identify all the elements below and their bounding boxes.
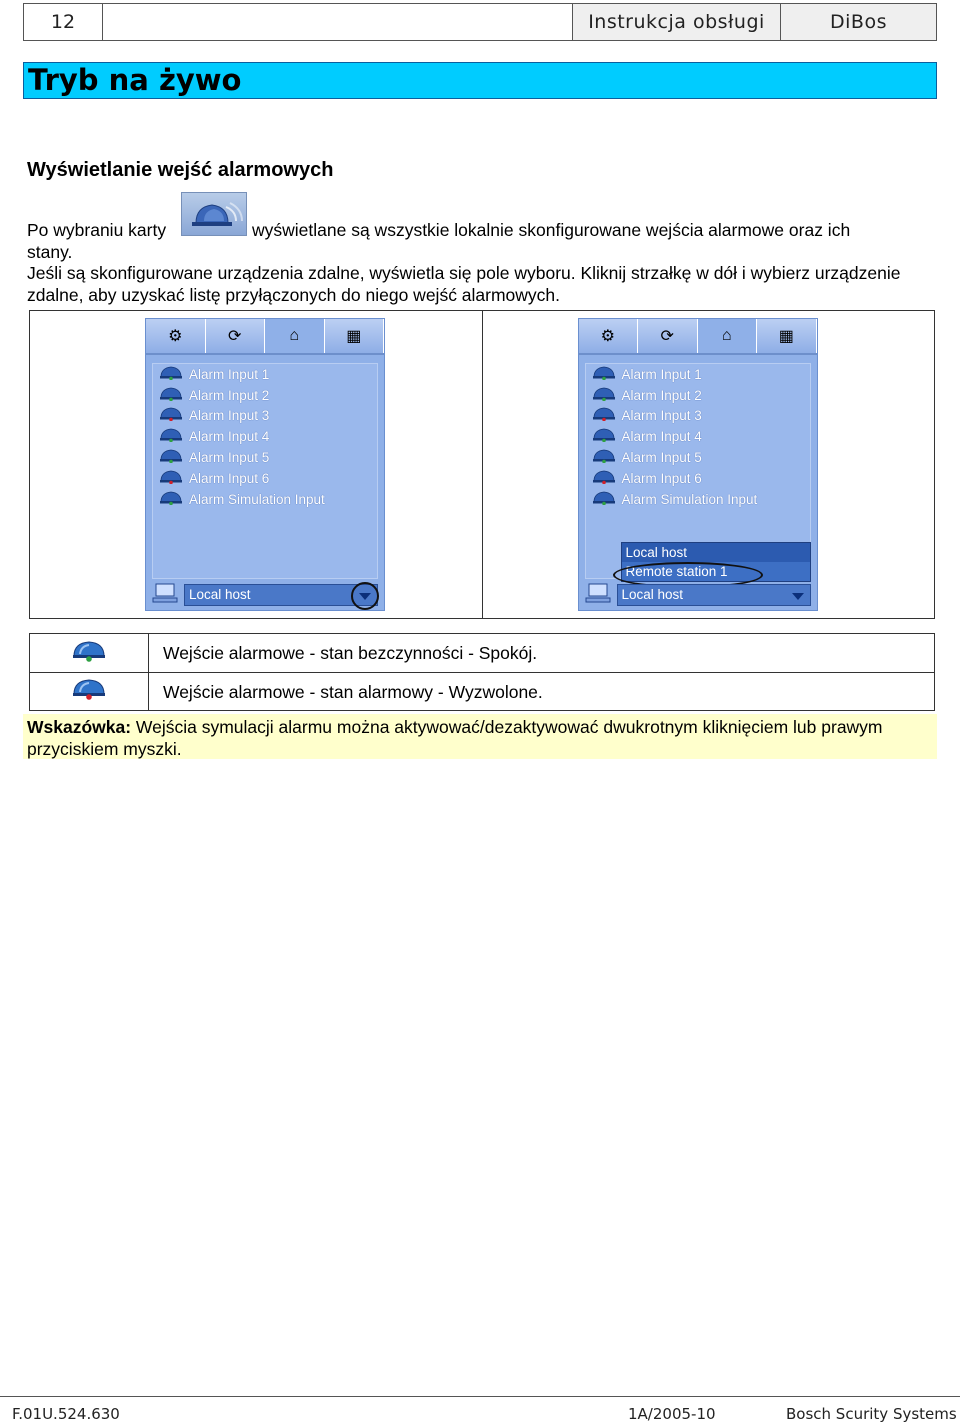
panel-tabs — [146, 319, 384, 355]
list-item-label: Alarm Input 5 — [189, 450, 270, 466]
paragraph-part1: Po wybraniu karty — [27, 220, 167, 240]
dropdown-arrow-icon[interactable] — [351, 582, 379, 610]
hint-box — [23, 714, 937, 759]
header-spacer — [103, 4, 573, 40]
legend-row-alarm — [30, 672, 934, 710]
computer-icon — [585, 583, 611, 608]
list-item-label: Alarm Input 3 — [189, 408, 270, 424]
screenshot-cell-right — [482, 311, 935, 618]
list-item[interactable] — [153, 468, 377, 489]
footer-code: F.01U.524.630 — [12, 1405, 120, 1423]
station-combo-value: Local host — [189, 587, 251, 602]
bell-icon — [159, 449, 183, 466]
station-selector — [152, 582, 378, 608]
screenshot-cell-left — [30, 311, 482, 618]
alarm-tab-icon — [181, 192, 247, 236]
panel-tabs — [579, 319, 817, 355]
list-item-label: Alarm Simulation Input — [621, 491, 758, 507]
list-item-label: Alarm Input 1 — [189, 366, 270, 382]
alarm-panel-right — [578, 318, 818, 611]
camera-icon: ⚙ — [600, 328, 615, 345]
page-number: 12 — [24, 4, 103, 40]
list-item-label: Alarm Input 2 — [621, 387, 702, 403]
list-item[interactable] — [586, 468, 810, 489]
list-item[interactable] — [586, 406, 810, 427]
bell-icon — [159, 366, 183, 383]
calendar-icon: ▦ — [346, 328, 362, 345]
list-item-label: Alarm Input 2 — [189, 387, 270, 403]
tab-alarm[interactable] — [698, 319, 758, 353]
bell-icon — [592, 407, 616, 424]
section-title: Tryb na żywo — [28, 63, 242, 97]
alarm-panel-left — [145, 318, 385, 611]
list-item-label: Alarm Input 6 — [621, 470, 702, 486]
product-name: DiBos — [781, 4, 936, 40]
list-item-label: Alarm Simulation Input — [189, 491, 325, 507]
playback-icon: ⟳ — [660, 328, 674, 345]
footer-divider — [0, 1396, 960, 1397]
paragraph-part4: Jeśli są skonfigurowane urządzenia zdalne, wyświetla się pole wyboru. Kliknij strzałkę w dół i wybierz urządzenie zdalne, aby uzyskać listę przyłączonych do niego wejść alarmowych. — [27, 263, 901, 305]
legend-row-idle — [30, 634, 934, 672]
tab-calendar[interactable] — [757, 319, 817, 353]
tab-calendar[interactable] — [325, 319, 385, 353]
camera-icon: ⚙ — [168, 328, 183, 345]
list-item[interactable] — [586, 364, 810, 385]
section-title-bar — [23, 62, 937, 99]
legend-table — [29, 633, 935, 711]
list-item[interactable] — [153, 447, 377, 468]
bell-icon — [159, 491, 183, 508]
legend-text-alarm: Wejście alarmowe - stan alarmowy - Wyzwolone. — [163, 682, 543, 702]
dropdown-arrow-icon[interactable] — [784, 582, 812, 610]
bell-icon — [592, 387, 616, 404]
hint-text: Wejścia symulacji alarmu można aktywować/dezaktywować dwukrotnym kliknięciem lub prawym przyciskiem myszki. — [27, 717, 883, 759]
legend-icon-cell — [30, 673, 149, 710]
bell-icon — [592, 366, 616, 383]
list-item-label: Alarm Input 5 — [621, 450, 702, 466]
list-item[interactable] — [153, 426, 377, 447]
bell-alarm-icon — [71, 678, 107, 705]
dropdown-option[interactable]: Remote station 1 — [625, 564, 728, 579]
tab-playback[interactable] — [638, 319, 698, 353]
document-name: Instrukcja obsługi — [573, 4, 781, 40]
station-selector — [585, 582, 811, 608]
bell-icon — [159, 470, 183, 487]
alarm-icon: ⌂ — [721, 327, 732, 344]
dropdown-option[interactable]: Local host — [622, 543, 810, 562]
list-item[interactable] — [586, 426, 810, 447]
list-item[interactable] — [153, 489, 377, 510]
footer-company: Bosch Scurity Systems — [786, 1405, 957, 1423]
station-combo[interactable] — [184, 584, 378, 606]
list-item-label: Alarm Input 6 — [189, 470, 270, 486]
alarm-icon: ⌂ — [289, 327, 300, 344]
list-item-label: Alarm Input 4 — [621, 429, 702, 445]
list-item[interactable] — [153, 385, 377, 406]
list-item[interactable] — [586, 489, 810, 510]
page-header — [23, 3, 937, 41]
subsection-title: Wyświetlanie wejść alarmowych — [27, 159, 334, 181]
list-item-label: Alarm Input 4 — [189, 429, 270, 445]
bell-icon — [592, 491, 616, 508]
station-combo-value: Local host — [621, 587, 684, 602]
bell-idle-icon — [71, 640, 107, 667]
bell-icon — [592, 470, 616, 487]
tab-alarm[interactable] — [265, 319, 325, 353]
footer-version: 1A/2005-10 — [628, 1405, 716, 1423]
tab-camera[interactable] — [146, 319, 206, 353]
tab-camera[interactable] — [579, 319, 639, 353]
list-item[interactable] — [153, 406, 377, 427]
bell-icon — [159, 428, 183, 445]
legend-icon-cell — [30, 634, 149, 672]
bell-icon — [159, 387, 183, 404]
computer-icon — [152, 583, 178, 608]
legend-text-idle: Wejście alarmowe - stan bezczynności - Spokój. — [163, 643, 538, 663]
paragraph-part2: wyświetlane są wszystkie lokalnie skonfigurowane wejścia alarmowe oraz ich — [252, 220, 851, 240]
calendar-icon: ▦ — [778, 328, 794, 345]
list-item[interactable] — [586, 447, 810, 468]
tab-playback[interactable] — [206, 319, 266, 353]
hint-label: Wskazówka: — [27, 717, 132, 737]
paragraph-part3: stany. — [27, 242, 73, 262]
list-item-label: Alarm Input 3 — [621, 408, 702, 424]
station-combo[interactable] — [617, 584, 811, 606]
bell-icon — [592, 428, 616, 445]
playback-icon: ⟳ — [228, 328, 242, 345]
screenshots-table — [29, 310, 935, 619]
list-item-label: Alarm Input 1 — [621, 366, 702, 382]
alarm-list — [152, 363, 378, 579]
list-item[interactable] — [586, 385, 810, 406]
bell-icon — [592, 449, 616, 466]
bell-icon — [159, 407, 183, 424]
list-item[interactable] — [153, 364, 377, 385]
